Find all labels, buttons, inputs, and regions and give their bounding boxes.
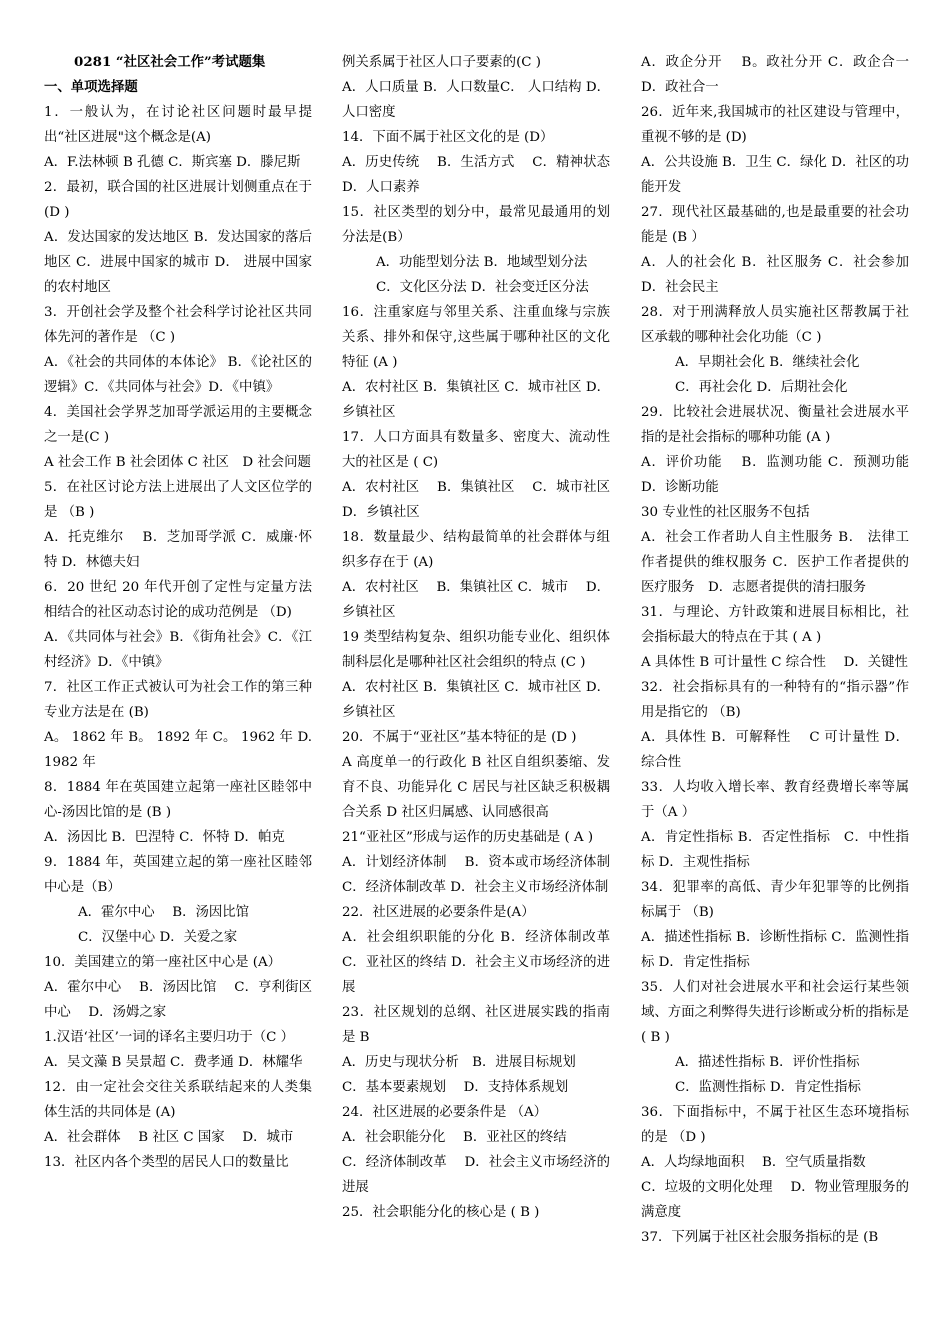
text-line: 22．社区进展的必要条件是(A） (342, 905, 535, 920)
text-line: 26．近年来,我国城市的社区建设与管理中，重视不够的是 (D) (641, 105, 909, 145)
text-line: 17．人口方面具有数量多、密度大、流动性大的社区是 ( C) (342, 430, 610, 470)
text-line: A．历史与现状分析 B．进展目标规划 (342, 1055, 576, 1070)
text-line: A．托克维尔 B．芝加哥学派 C．威廉·怀特 D．林德夫妇 (44, 530, 312, 570)
text-line: 6．20 世纪 20 年代开创了定性与定量方法相结合的社区动态讨论的成功范例是 （D) (44, 580, 312, 620)
text-line: A．政企分开 B。政社分开 C．政企合一 D．政社合一 (641, 55, 909, 95)
text-line: 20．不属于“亚社区”基本特征的是 (D ) (342, 730, 577, 745)
text-line: 35．人们对社会进展水平和社会运行某些领域、方面之利弊得失进行诊断或分析的指标是 ( B ) (641, 980, 909, 1045)
text-line: A．评价功能 B．监测功能 C．预测功能 D．诊断功能 (641, 455, 909, 495)
text-line: 19 类型结构复杂、组织功能专业化、组织体制科层化是哪种社区社会组织的特点 (C ) (342, 630, 610, 670)
text-line: 25．社会职能分化的核心是 ( B ) (342, 1205, 540, 1220)
text-line: A 社会工作 B 社会团体 C 社区 D 社会问题 (44, 455, 311, 470)
text-line: A．计划经济体制 B．资本或市场经济体制 C．经济体制改革 D．社会主义市场经济体制 (342, 855, 610, 895)
text-line: C．经济体制改革 D．社会主义市场经济的进展 (342, 1155, 610, 1195)
text-line: A 高度单一的行政化 B 社区自组织萎缩、发育不良、功能异化 C 居民与社区缺乏积极耦合关系 D 社区归属感、认同感很高 (342, 755, 610, 820)
text-line: C．文化区分法 D．社会变迁区分法 (376, 280, 589, 295)
text-line: C．垃圾的文明化处理 D．物业管理服务的满意度 (641, 1180, 909, 1220)
text-line: A．社会职能分化 B．亚社区的终结 (342, 1130, 567, 1145)
column-2 (342, 50, 624, 1225)
text-line: 8．1884 年在英国建立起第一座社区睦邻中心-汤因比馆的是 (B ) (44, 780, 312, 820)
text-line: A．发达国家的发达地区 B．发达国家的落后地区 C．进展中国家的城市 D． 进展中国家的农村地区 (44, 230, 312, 295)
text-line: A．霍尔中心 B．汤因比馆 (78, 905, 250, 920)
column-1 (44, 50, 312, 1175)
text-line: 2．最初，联合国的社区进展计划侧重点在于 (D ) (44, 180, 312, 220)
text-line: 28．对于刑满释放人员实施社区帮教属于社区承载的哪种社会化功能（C ) (641, 305, 909, 345)
text-line: A．公共设施 B．卫生 C．绿化 D．社区的功能开发 (641, 155, 909, 195)
text-line: 23．社区规划的总纲、社区进展实践的指南是 B (342, 1005, 610, 1045)
text-line: A．描述性指标 B．评价性指标 (675, 1055, 860, 1070)
text-line: A。 1862 年 B。 1892 年 C。 1962 年 D.1982 年 (44, 730, 312, 770)
text-line: C．基本要素规划 D．支持体系规划 (342, 1080, 569, 1095)
text-line: 13．社区内各个类型的居民人口的数量比 (44, 1155, 289, 1170)
text-line: A．农村社区 B．集镇社区 C．城市 D．乡镇社区 (342, 580, 610, 620)
text-line: 14．下面不属于社区文化的是 (D） (342, 130, 554, 145)
text-line: A．F.法林顿 B 孔德 C．斯宾塞 D．滕尼斯 (44, 155, 301, 170)
document-title: 0281 “社区社会工作”考试题集 (74, 54, 266, 70)
text-line: A．社会组织职能的分化 B．经济体制改革 C．亚社区的终结 D．社会主义市场经济的进展 (342, 930, 624, 995)
text-line: A．肯定性指标 B．否定性指标 C．中性指标 D．主观性指标 (641, 830, 909, 870)
text-line: 29．比较社会进展状况、衡量社会进展水平指的是社会指标的哪种功能 (A ) (641, 405, 909, 445)
text-line: 24．社区进展的必要条件是 （A） (342, 1105, 548, 1120)
text-line: A．历史传统 B．生活方式 C．精神状态 D．人口素养 (342, 155, 624, 195)
text-line: 4．美国社会学界芝加哥学派运用的主要概念之一是(C ) (44, 405, 312, 445)
text-line: A．早期社会化 B．继续社会化 (675, 355, 860, 370)
text-line: 31．与理论、方针政策和进展目标相比，社会指标最大的特点在于其 ( A ) (641, 605, 909, 645)
text-line: 7．社区工作正式被认可为社会工作的第三种专业方法是在 (B) (44, 680, 312, 720)
text-line: 36．下面指标中，不属于社区生态环境指标的是 （D ) (641, 1105, 909, 1145)
text-line: A．人的社会化 B．社区服务 C．社会参加 D．社会民主 (641, 255, 927, 295)
text-line: A．农村社区 B．集镇社区 C．城市社区 D．乡镇社区 (342, 480, 610, 520)
text-line: 1．一般认为，在讨论社区问题时最早提出“社区进展"这个概念是(A) (44, 105, 312, 145)
text-line: 16．注重家庭与邻里关系、注重血缘与宗族关系、排外和保守,这些属于哪种社区的文化特征 (A ) (342, 305, 610, 370)
text-line: A．社会工作者助人自主性服务 B． 法律工作者提供的维权服务 C．医护工作者提供的医疗服务 D．志愿者提供的清扫服务 (641, 530, 909, 595)
text-line: 9．1884 年，英国建立起的第一座社区睦邻中心是（B） (44, 855, 312, 895)
text-line: 37．下列属于社区社会服务指标的是 (B (641, 1230, 879, 1245)
text-line: 10．美国建立的第一座社区中心是 (A） (44, 955, 282, 970)
text-line: A．具体性 B．可解释性 C 可计量性 D．综合性 (641, 730, 909, 770)
text-line: 1.汉语‘社区’一词的译名主要归功于（C ） (44, 1030, 295, 1045)
text-line: A．社会群体 B 社区 C 国家 D．城市 (44, 1130, 294, 1145)
text-line: 32．社会指标具有的一种特有的“指示器”作用是指它的 （B) (641, 680, 909, 720)
column-3 (641, 50, 927, 1250)
text-line: 5．在社区讨论方法上进展出了人文区位学的是 （B ) (44, 480, 312, 520)
text-line: 27．现代社区最基础的,也是最重要的社会功能是 (B ） (641, 205, 909, 245)
text-line: 15．社区类型的划分中，最常见最通用的划分法是(B） (342, 205, 610, 245)
text-line: 例关系属于社区人口子要素的(C ) (342, 55, 542, 70)
section-heading: 一、单项选择题 (44, 79, 138, 95)
text-line: 21“亚社区”形成与运作的历史基础是 ( A ) (342, 830, 594, 845)
text-line: 3．开创社会学及整个社会科学讨论社区共同体先河的著作是 （C ) (44, 305, 312, 345)
text-line: A．吴文藻 B 吴景超 C．费孝通 D．林耀华 (44, 1055, 303, 1070)
text-line: A．人口质量 B．人口数量C． 人口结构 D．人口密度 (342, 80, 610, 120)
text-line: C．汉堡中心 D．关爱之家 (78, 930, 238, 945)
text-line: 18．数量最少、结构最简单的社会群体与组织多存在于 (A) (342, 530, 610, 570)
text-line: C．再社会化 D．后期社会化 (675, 380, 848, 395)
text-line: A 具体性 B 可计量性 C 综合性 D．关键性 (641, 655, 908, 670)
text-line: A．农村社区 B．集镇社区 C．城市社区 D．乡镇社区 (342, 680, 610, 720)
text-line: A．《社会的共同体的本体论》 B．《论社区的逻辑》C．《共同体与社会》D．《中镇》 (44, 355, 312, 395)
text-line: C．监测性指标 D．肯定性指标 (675, 1080, 861, 1095)
text-line: A．汤因比 B．巴涅特 C．怀特 D．帕克 (44, 830, 285, 845)
text-line: A．人均绿地面积 B．空气质量指数 (641, 1155, 866, 1170)
text-line: A．功能型划分法 B．地域型划分法 (376, 255, 588, 270)
text-line: A．霍尔中心 B．汤因比馆 C．亨利街区中心 D．汤姆之家 (44, 980, 312, 1020)
text-line: A．农村社区 B．集镇社区 C．城市社区 D．乡镇社区 (342, 380, 610, 420)
text-line: A．《共同体与社会》B．《街角社会》C．《江村经济》D．《中镇》 (44, 630, 312, 670)
text-line: 34．犯罪率的高低、青少年犯罪等的比例指标属于 （B) (641, 880, 909, 920)
text-line: 12．由一定社会交往关系联结起来的人类集体生活的共同体是 (A) (44, 1080, 312, 1120)
text-line: A．描述性指标 B．诊断性指标 C．监测性指标 D．肯定性指标 (641, 930, 909, 970)
text-line: 33．人均收入增长率、教育经费增长率等属于（A ） (641, 780, 909, 820)
text-line: 30 专业性的社区服务不包括 (641, 505, 810, 520)
